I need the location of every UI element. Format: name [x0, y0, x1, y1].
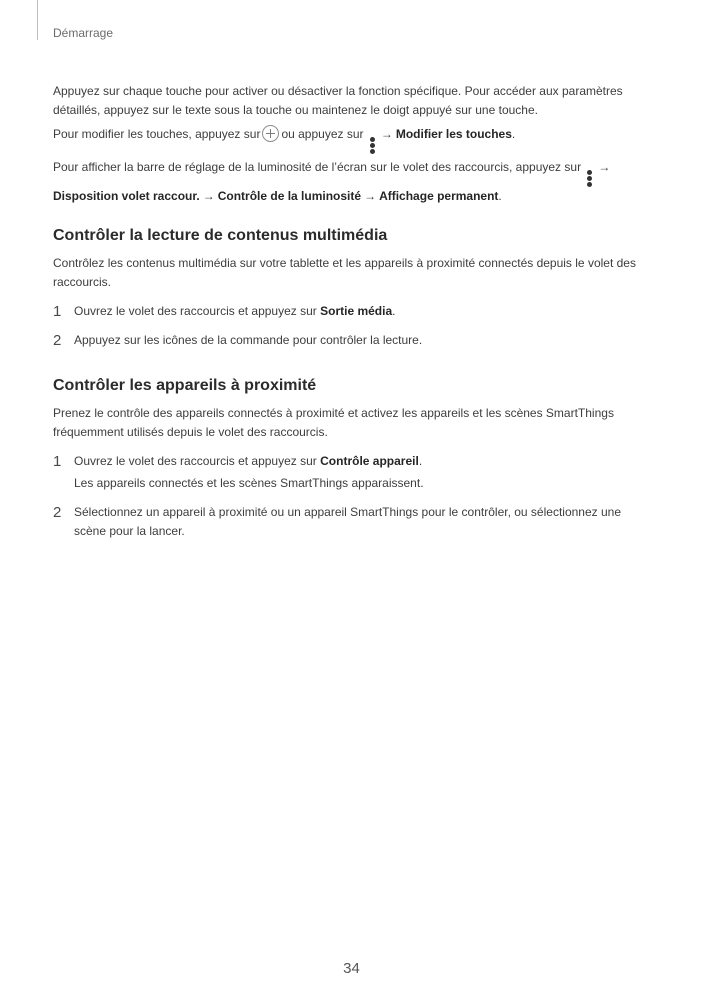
intro-paragraph-3: Pour afficher la barre de réglage de la luminosité de l’écran sur le volet des raccourcis, appuyez sur → Disposition volet raccour. → Contrôle de la luminosité → Affichage permanent. — [53, 158, 645, 206]
menu-path-modifier-touches: Modifier les touches — [395, 127, 512, 141]
intro-p3-text: Pour afficher la barre de réglage de la luminosité de l’écran sur le volet des raccourcis, appuyez sur — [53, 160, 582, 174]
step-number: 1 — [53, 453, 62, 470]
intro-paragraph-2: Pour modifier les touches, appuyez sur ou appuyez sur → Modifier les touches. — [53, 125, 645, 154]
devices-step-2: 2 Sélectionnez un appareil à proximité ou un appareil SmartThings pour le contrôler, ou sélectionnez une scène pour la lancer. — [53, 504, 621, 538]
more-options-icon — [586, 170, 593, 187]
section-heading-media: Contrôler la lecture de contenus multimédia — [53, 227, 388, 244]
step-result-note: Les appareils connectés et les scènes SmartThings apparaissent. — [74, 476, 424, 490]
intro-paragraph-1: Appuyez sur chaque touche pour activer ou désactiver la fonction spécifique. Pour accéder aux paramètres détaillés, appuyez sur le texte sous la touche ou maintenez le doigt appuyé sur une touche. — [53, 84, 623, 117]
more-options-icon — [369, 137, 376, 154]
arrow: → — [364, 189, 377, 203]
page-number: 34 — [343, 960, 360, 977]
intro-p2-text-b: ou appuyez sur — [281, 127, 364, 141]
devices-step-1: 1 Ouvrez le volet des raccourcis et appuyez sur Contrôle appareil. Les appareils connectés et les scènes SmartThings apparaissent. — [53, 452, 645, 493]
arrow: → — [202, 189, 215, 203]
step-number: 2 — [53, 332, 62, 349]
section-desc-devices: Prenez le contrôle des appareils connectés à proximité et activez les appareils et les scènes SmartThings fréquemment utilisés depuis le volet des raccourcis. — [53, 406, 614, 439]
section-heading-devices: Contrôler les appareils à proximité — [53, 377, 317, 394]
margin-rule — [37, 0, 38, 40]
menu-path-controle-luminosite: Contrôle de la luminosité — [217, 189, 362, 203]
intro-p2-text-a: Pour modifier les touches, appuyez sur — [53, 127, 261, 141]
menu-path-sortie-media: Sortie média — [320, 304, 393, 318]
page-content — [53, 82, 645, 541]
menu-path-controle-appareil: Contrôle appareil — [320, 454, 419, 468]
step-number: 1 — [53, 303, 62, 320]
menu-path-disposition: Disposition volet raccour. — [53, 189, 200, 203]
step-number: 2 — [53, 504, 62, 521]
media-step-2: 2 Appuyez sur les icônes de la commande pour contrôler la lecture. — [53, 332, 423, 349]
arrow: → — [380, 127, 393, 141]
arrow: → — [598, 160, 611, 174]
plus-circle-icon — [262, 125, 279, 142]
media-step-1: 1 Ouvrez le volet des raccourcis et appuyez sur Sortie média. — [53, 303, 396, 320]
menu-path-affichage-permanent: Affichage permanent — [379, 189, 499, 203]
section-desc-media: Contrôlez les contenus multimédia sur votre tablette et les appareils à proximité connectés depuis le volet des raccourcis. — [53, 256, 636, 289]
running-header: Démarrage — [53, 26, 114, 40]
